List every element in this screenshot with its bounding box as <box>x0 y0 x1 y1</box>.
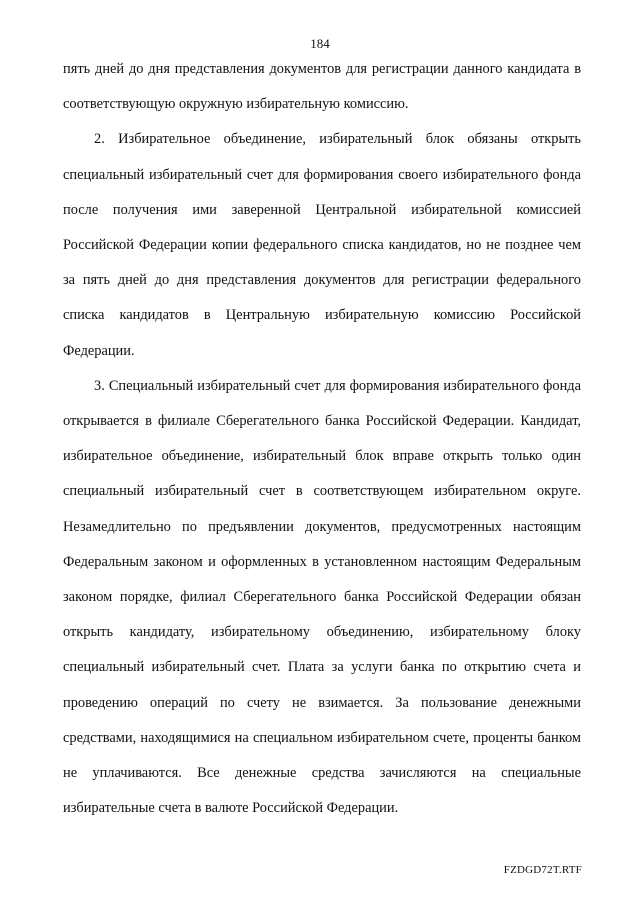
document-body <box>63 52 581 826</box>
paragraph-continuation: пять дней до дня представления документов для регистрации данного кандидата в соответствующую окружную избирательную комиссию. <box>63 61 581 113</box>
paragraph-2: 2. Избирательное объединение, избирательный блок обязаны открыть специальный избирательный счет для формирования своего избирательного фонда после получения ими заверенной Центральной избирательной комиссией Российской Федерации копии федерального списка кандидатов, но не позднее чем за пять дней до дня представления документов для регистрации федерального списка кандидатов в Центральную избирательную комиссию Российской Федерации. <box>63 131 581 359</box>
paragraph-3: 3. Специальный избирательный счет для формирования избирательного фонда открывается в филиале Сберегательного банка Российской Федерации. Кандидат, избирательное объединение, избирательный блок вправе открыть только один специальный избирательный счет в соответствующем избирательном округе. Незамедлительно по предъявлении документов, предусмотренных настоящим Федеральным законом и оформленных в установленном настоящим Федеральным законом порядке, филиал Сберегательного банка Российской Федерации обязан открыть кандидату, избирательному объединению, избирательному блоку специальный избирательный счет. Плата за услуги банка по открытию счета и проведению операций по счету не взимается. За пользование денежными средствами, находящимися на специальном избирательном счете, проценты банком не уплачиваются. Все денежные средства зачисляются на специальные избирательные счета в валюте Российской Федерации. <box>63 377 581 817</box>
page-number: 184 <box>310 36 330 51</box>
footer-file-code: FZDGD72T.RTF <box>503 864 582 876</box>
